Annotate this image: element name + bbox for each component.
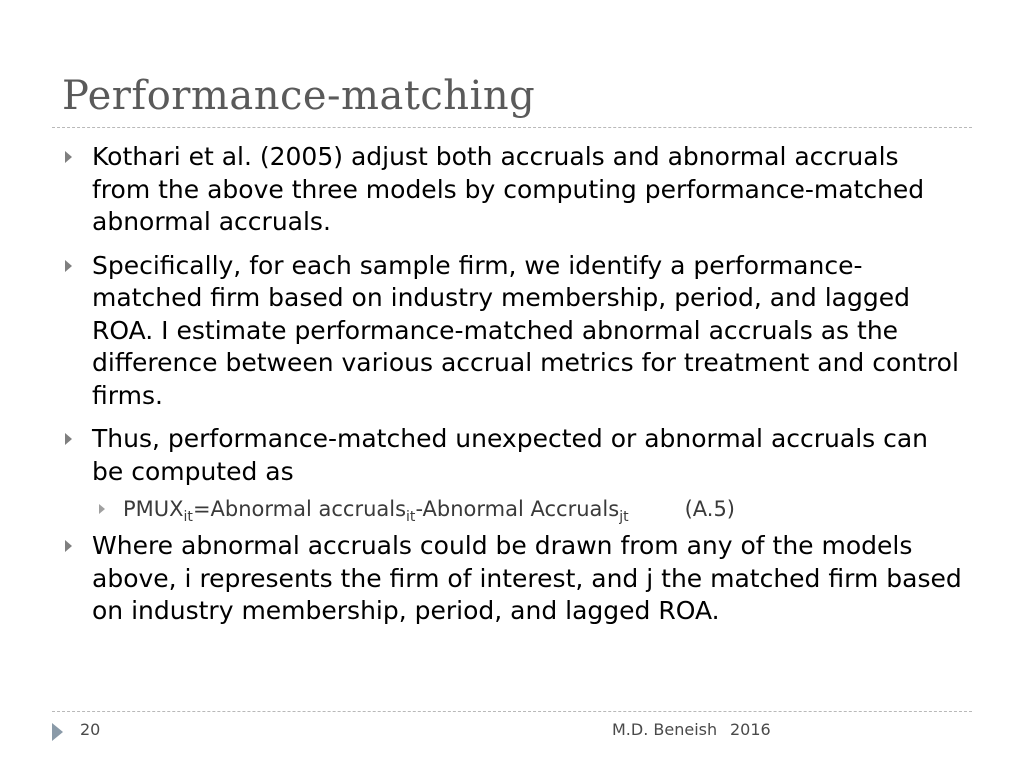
bullet-item bbox=[62, 141, 962, 239]
bullet-item bbox=[62, 250, 962, 413]
footer-author: M.D. Beneish bbox=[612, 720, 718, 739]
footer-year: 2016 bbox=[730, 720, 771, 739]
equation-label: (A.5) bbox=[684, 497, 735, 521]
bullet-arrow-icon bbox=[65, 540, 72, 552]
bullet-item bbox=[62, 423, 962, 488]
bullet-text: Specifically, for each sample firm, we identify a performance-matched firm based on industry membership, period, and lagged ROA. I estimate performance-matched abnormal accruals as the difference between various accrual metrics for treatment and control firms. bbox=[92, 250, 959, 410]
slide-title: Performance-matching bbox=[62, 73, 536, 119]
sub-bullet-arrow-icon bbox=[99, 504, 105, 514]
formula-abnormal-accruals: =Abnormal accruals bbox=[192, 497, 407, 521]
bullet-arrow-icon bbox=[65, 151, 72, 163]
title-divider bbox=[52, 127, 972, 128]
page-number: 20 bbox=[80, 720, 101, 739]
bullet-text: Kothari et al. (2005) adjust both accruals and abnormal accruals from the above three models by computing performance-matched abnormal accruals. bbox=[92, 142, 925, 236]
formula-subscript-it: it bbox=[183, 509, 193, 525]
formula-item bbox=[62, 494, 962, 524]
bullet-text: Where abnormal accruals could be drawn from any of the models above, i represents the firm of interest, and j the matched firm based on industry membership, period, and lagged ROA. bbox=[92, 531, 962, 625]
bullet-text: Thus, performance-matched unexpected or abnormal accruals can be computed as bbox=[92, 424, 929, 486]
formula-pmux: PMUX bbox=[123, 497, 184, 521]
bullet-item bbox=[62, 530, 962, 628]
formula-minus-abnormal-accruals: -Abnormal Accruals bbox=[415, 497, 620, 521]
bullet-arrow-icon bbox=[65, 433, 72, 445]
formula-subscript-jt: jt bbox=[619, 509, 629, 525]
formula-subscript-it: it bbox=[406, 509, 416, 525]
footer-arrow-icon bbox=[52, 723, 63, 741]
slide-content bbox=[62, 141, 962, 639]
footer-divider bbox=[52, 711, 972, 712]
bullet-arrow-icon bbox=[65, 260, 72, 272]
